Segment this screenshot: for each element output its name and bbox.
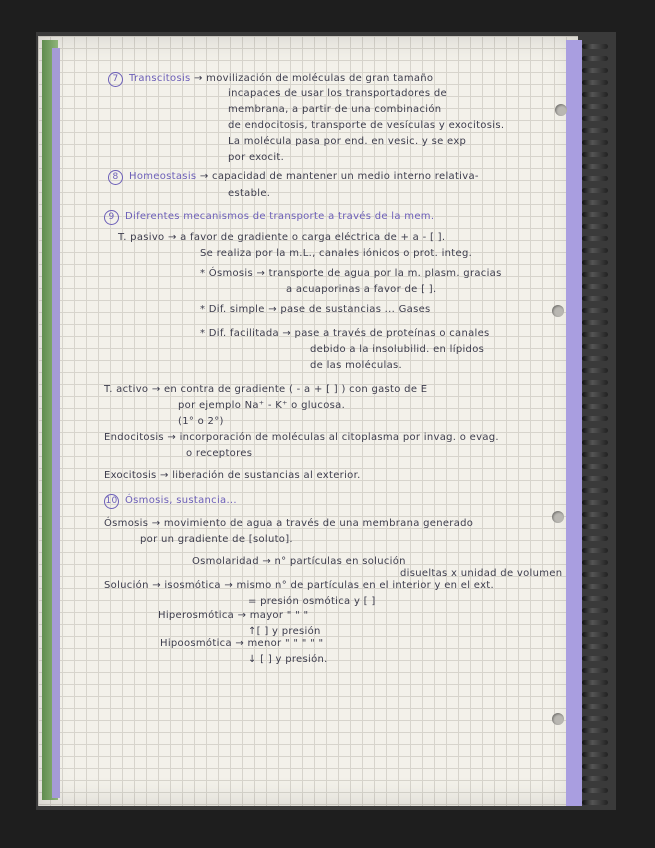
spiral-coil <box>582 140 608 145</box>
spiral-coil <box>582 692 608 697</box>
spiral-coil <box>582 392 608 397</box>
spiral-coil <box>582 680 608 685</box>
note-line <box>178 416 224 427</box>
section-term: Diferentes mecanismos de transporte a través de la mem. <box>125 211 435 222</box>
punch-hole <box>552 713 564 725</box>
purple-margin-right <box>566 40 582 806</box>
spiral-coil <box>582 788 608 793</box>
spiral-coil <box>582 68 608 73</box>
note-text: T. pasivo → a favor de gradiente o carga eléctrica de + a - [ ]. <box>118 232 446 243</box>
spiral-coil <box>582 248 608 253</box>
note-text: ↓ [ ] y presión. <box>248 654 328 665</box>
spiral-coil <box>582 632 608 637</box>
notebook-page <box>38 36 578 806</box>
note-text: estable. <box>228 188 271 199</box>
note-line <box>200 328 490 339</box>
spiral-coil <box>582 416 608 421</box>
note-line <box>200 304 431 315</box>
spiral-coil <box>582 584 608 589</box>
note-text: Se realiza por la m.L., canales iónicos o prot. integ. <box>200 248 473 259</box>
note-line <box>140 534 293 545</box>
spiral-coil <box>582 152 608 157</box>
spiral-coil <box>582 320 608 325</box>
section-term: Ósmosis, sustancia... <box>125 495 237 506</box>
note-text: Ósmosis → movimiento de agua a través de una membrana generado <box>104 518 474 529</box>
spiral-coil <box>582 428 608 433</box>
punch-hole <box>552 305 564 317</box>
section-term: Transcitosis <box>129 73 191 84</box>
note-line <box>118 232 445 243</box>
note-line <box>200 268 502 279</box>
spiral-coil <box>582 116 608 121</box>
section-number: 7 <box>108 72 123 87</box>
spiral-coil <box>582 236 608 241</box>
spiral-coil <box>582 524 608 529</box>
note-line <box>228 136 466 147</box>
section-number: 9 <box>104 210 119 225</box>
spiral-coil <box>582 488 608 493</box>
note-line <box>104 210 434 225</box>
note-line <box>400 568 562 579</box>
note-line <box>104 580 494 591</box>
note-line <box>228 152 284 163</box>
spiral-coil <box>582 260 608 265</box>
note-text: Osmolaridad → n° partículas en solución <box>192 556 406 567</box>
note-text: La molécula pasa por end. en vesic. y se exp <box>228 136 467 147</box>
spiral-coil <box>582 332 608 337</box>
note-text: a acuaporinas a favor de [ ]. <box>286 284 437 295</box>
note-line <box>248 596 376 607</box>
spiral-coil <box>582 128 608 133</box>
note-line <box>104 470 361 481</box>
spiral-coil <box>582 728 608 733</box>
note-line <box>228 188 270 199</box>
spiral-coil <box>582 284 608 289</box>
spiral-coil <box>582 164 608 169</box>
spiral-coil <box>582 440 608 445</box>
spiral-coil <box>582 188 608 193</box>
section-number: 10 <box>104 494 119 509</box>
spiral-coil <box>582 176 608 181</box>
note-text: por ejemplo Na⁺ - K⁺ o glucosa. <box>178 400 346 411</box>
note-line <box>228 88 447 99</box>
note-text: * Dif. facilitada → pase a través de proteínas o canales <box>200 328 490 339</box>
spiral-coil <box>582 404 608 409</box>
spiral-coil <box>582 464 608 469</box>
note-line <box>104 432 499 443</box>
note-text: ↑[ ] y presión <box>248 626 321 637</box>
section-term: Homeostasis <box>129 171 197 182</box>
spiral-coil <box>582 356 608 361</box>
spiral-coil <box>582 656 608 661</box>
spiral-coil <box>582 344 608 349</box>
note-text: incapaces de usar los transportadores de <box>228 88 447 99</box>
note-line <box>178 400 345 411</box>
punch-hole <box>555 104 567 116</box>
note-line <box>158 610 308 621</box>
note-line <box>104 384 427 395</box>
spiral-coil <box>582 668 608 673</box>
spiral-coil <box>582 608 608 613</box>
note-text: Hipoosmótica → menor " " " " " <box>160 638 324 649</box>
spiral-coil <box>582 704 608 709</box>
spiral-coil <box>582 92 608 97</box>
note-line <box>310 360 402 371</box>
spiral-coil <box>582 476 608 481</box>
spiral-coil <box>582 212 608 217</box>
spiral-coil <box>582 776 608 781</box>
note-text: → movilización de moléculas de gran tamaño <box>190 73 434 84</box>
note-text: por exocit. <box>228 152 285 163</box>
note-line <box>286 284 436 295</box>
note-line <box>310 344 484 355</box>
note-line <box>108 72 433 87</box>
spiral-binding <box>582 36 612 808</box>
spiral-coil <box>582 740 608 745</box>
spiral-coil <box>582 800 608 805</box>
note-line <box>192 556 406 567</box>
note-text: * Ósmosis → transporte de agua por la m. plasm. gracias <box>200 268 502 279</box>
note-line <box>248 626 321 637</box>
note-line <box>108 170 479 185</box>
note-text: de endocitosis, transporte de vesículas y exocitosis. <box>228 120 505 131</box>
note-line <box>228 120 504 131</box>
note-text: T. activo → en contra de gradiente ( - a + [ ] ) con gasto de E <box>104 384 428 395</box>
spiral-coil <box>582 44 608 49</box>
purple-margin-left <box>52 48 60 798</box>
spiral-coil <box>582 56 608 61</box>
spiral-coil <box>582 272 608 277</box>
spiral-coil <box>582 644 608 649</box>
spiral-coil <box>582 104 608 109</box>
note-text: * Dif. simple → pase de sustancias ... Gases <box>200 304 431 315</box>
section-number: 8 <box>108 170 123 185</box>
spiral-coil <box>582 308 608 313</box>
spiral-coil <box>582 548 608 553</box>
note-line <box>104 494 237 509</box>
note-line <box>200 248 472 259</box>
note-line <box>248 654 328 665</box>
spiral-coil <box>582 368 608 373</box>
spiral-coil <box>582 620 608 625</box>
note-text: de las moléculas. <box>310 360 402 371</box>
spiral-coil <box>582 380 608 385</box>
note-text: (1° o 2°) <box>178 416 224 427</box>
note-text: membrana, a partir de una combinación <box>228 104 442 115</box>
spiral-coil <box>582 224 608 229</box>
spiral-coil <box>582 596 608 601</box>
note-line <box>160 638 323 649</box>
spiral-coil <box>582 500 608 505</box>
spiral-coil <box>582 764 608 769</box>
spiral-coil <box>582 752 608 757</box>
spiral-coil <box>582 512 608 517</box>
spiral-coil <box>582 572 608 577</box>
note-text: disueltas x unidad de volumen <box>400 568 563 579</box>
note-text: Endocitosis → incorporación de moléculas al citoplasma por invag. o evag. <box>104 432 499 443</box>
spiral-coil <box>582 296 608 301</box>
note-line <box>104 518 473 529</box>
spiral-coil <box>582 716 608 721</box>
note-line <box>186 448 252 459</box>
note-text: → capacidad de mantener un medio interno relativa- <box>196 171 479 182</box>
spiral-coil <box>582 560 608 565</box>
note-text: debido a la insolubilid. en lípidos <box>310 344 485 355</box>
spiral-coil <box>582 200 608 205</box>
spiral-coil <box>582 80 608 85</box>
note-text: o receptores <box>186 448 253 459</box>
note-text: Exocitosis → liberación de sustancias al exterior. <box>104 470 361 481</box>
note-text: = presión osmótica y [ ] <box>248 596 376 607</box>
note-text: Hiperosmótica → mayor " " " <box>158 610 309 621</box>
spiral-coil <box>582 452 608 457</box>
punch-hole <box>552 511 564 523</box>
note-line <box>228 104 441 115</box>
note-text: Solución → isosmótica → mismo n° de partículas en el interior y en el ext. <box>104 580 495 591</box>
note-text: por un gradiente de [soluto]. <box>140 534 293 545</box>
spiral-coil <box>582 536 608 541</box>
